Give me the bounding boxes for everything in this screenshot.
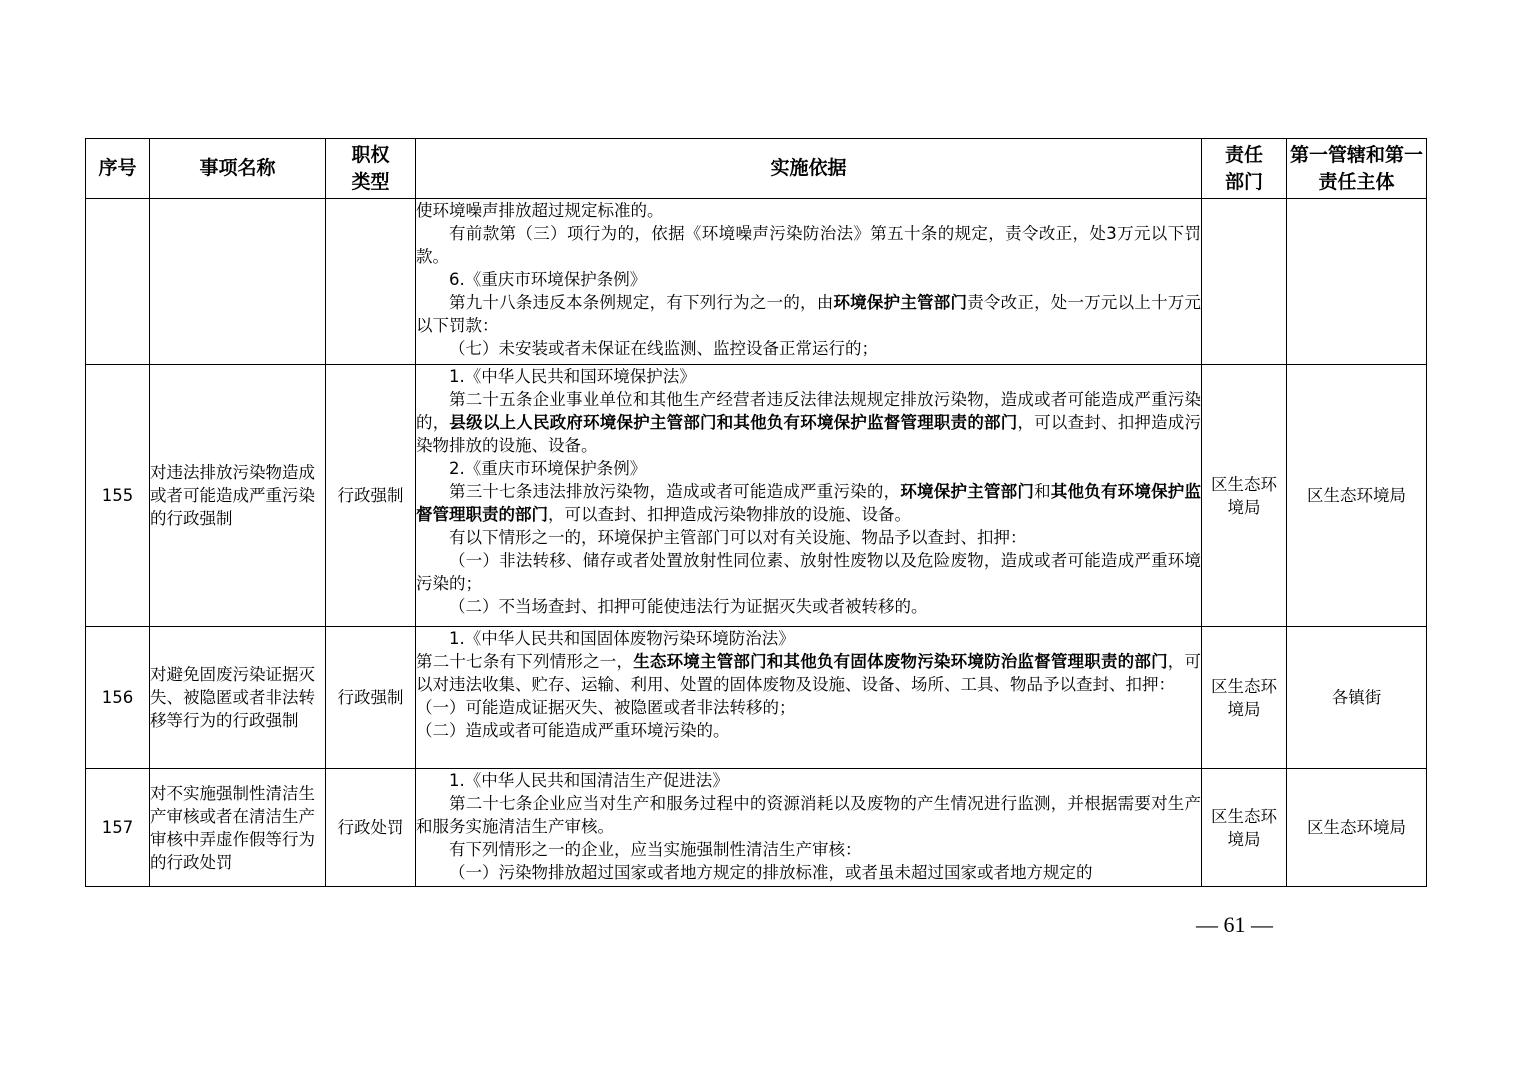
basis-line (416, 365, 1201, 388)
basis-text: 第二十七条有下列情形之一， (416, 652, 634, 671)
implementation-basis (416, 769, 1202, 887)
header-seq: 序号 (86, 139, 150, 199)
basis-line (416, 526, 1201, 549)
first-responsible-body: 各镇街 (1287, 627, 1427, 769)
basis-line (416, 838, 1201, 861)
basis-text: 第二十七条企业应当对生产和服务过程中的资源消耗以及废物的产生情况进行监测，并根据需要对生产和服务实施清洁生产审核。 (416, 794, 1201, 836)
basis-text: 和 (1034, 482, 1051, 501)
responsible-dept: 区生态环境局 (1202, 769, 1287, 887)
item-name: 对不实施强制性清洁生产审核或者在清洁生产审核中弄虚作假等行为的行政处罚 (150, 769, 326, 887)
basis-text: （七）未安装或者未保证在线监测、监控设备正常运行的； (449, 339, 878, 358)
basis-text: （二）造成或者可能造成严重环境污染的。 (416, 721, 730, 740)
table-row (86, 627, 1427, 769)
implementation-basis (416, 365, 1202, 627)
item-name: 对违法排放污染物造成或者可能造成严重污染的行政强制 (150, 365, 326, 627)
basis-text: （一）污染物排放超过国家或者地方规定的排放标准，或者虽未超过国家或者地方规定的 (449, 863, 1093, 882)
basis-line (416, 222, 1201, 268)
row-number (86, 199, 150, 365)
header-dept: 责任部门 (1202, 139, 1287, 199)
basis-text: 第三十七条违法排放污染物，造成或者可能造成严重污染的， (449, 482, 901, 501)
row-number: 157 (86, 769, 150, 887)
basis-text: 6.《重庆市环境保护条例》 (449, 270, 647, 289)
header-first: 第一管辖和第一责任主体 (1287, 139, 1427, 199)
basis-line (416, 861, 1201, 884)
page-number: — 61 — (1196, 912, 1273, 937)
basis-text: 有以下情形之一的，环境保护主管部门可以对有关设施、物品予以查封、扣押： (449, 528, 1027, 547)
basis-line (416, 480, 1201, 526)
basis-line (416, 457, 1201, 480)
basis-text: 责令改正，处一万元以上十万元以下罚款： (416, 293, 1202, 335)
basis-line (416, 549, 1201, 595)
basis-text: 有下列情形之一的企业，应当实施强制性清洁生产审核： (449, 840, 862, 859)
basis-bold-text: 生态环境主管部门和其他负有固体废物污染环境防治监督管理职责的部门 (633, 652, 1168, 671)
implementation-basis (416, 199, 1202, 365)
basis-text: 2.《重庆市环境保护条例》 (449, 459, 647, 478)
table-row (86, 769, 1427, 887)
table-header (86, 139, 1427, 199)
basis-bold-text: 县级以上人民政府环境保护主管部门和其他负有环境保护监督管理职责的部门 (449, 413, 1018, 432)
responsible-dept (1202, 199, 1287, 365)
basis-line (416, 199, 1201, 222)
first-responsible-body (1287, 199, 1427, 365)
header-item: 事项名称 (150, 139, 326, 199)
basis-text: ，可以查封、扣押造成污染物排放的设施、设备。 (548, 505, 911, 524)
basis-text: 使环境噪声排放超过规定标准的。 (416, 201, 664, 220)
basis-text: 1.《中华人民共和国清洁生产促进法》 (449, 771, 729, 790)
basis-line (416, 595, 1201, 618)
basis-line (416, 337, 1201, 360)
responsible-dept: 区生态环境局 (1202, 627, 1287, 769)
authority-type: 行政处罚 (326, 769, 416, 887)
basis-text: 第九十八条违反本条例规定，有下列行为之一的，由 (449, 293, 834, 312)
implementation-basis (416, 627, 1202, 769)
basis-text: 有前款第（三）项行为的，依据《环境噪声污染防治法》第五十条的规定，责令改正，处3万元以下罚款。 (416, 224, 1201, 266)
basis-text: ，可以查封、扣押造成污染物排放的设施、设备。 (416, 413, 1202, 455)
item-name: 对避免固废污染证据灭失、被隐匿或者非法转移等行为的行政强制 (150, 627, 326, 769)
basis-text: （一）非法转移、储存或者处置放射性同位素、放射性废物以及危险废物，造成或者可能造成严重环境污染的； (416, 551, 1201, 593)
basis-line (416, 268, 1201, 291)
first-responsible-body: 区生态环境局 (1287, 365, 1427, 627)
basis-text: （一）可能造成证据灭失、被隐匿或者非法转移的； (416, 698, 796, 717)
basis-bold-text: 环境保护主管部门 (833, 293, 968, 312)
basis-text: （二）不当场查封、扣押可能使违法行为证据灭失或者被转移的。 (449, 597, 928, 616)
table-row (86, 365, 1427, 627)
item-name (150, 199, 326, 365)
basis-text: ，可以对违法收集、贮存、运输、利用、处置的固体废物及设施、设备、场所、工具、物品予以查封、扣押： (416, 652, 1202, 694)
header-type: 职权类型 (326, 139, 416, 199)
basis-line (416, 627, 1201, 650)
authority-table (85, 138, 1427, 887)
first-responsible-body: 区生态环境局 (1287, 769, 1427, 887)
basis-line (416, 291, 1201, 337)
authority-type (326, 199, 416, 365)
row-number: 155 (86, 365, 150, 627)
basis-bold-text: 其他负有环境保护监督管理职责的部门 (416, 482, 1202, 524)
basis-line (416, 792, 1201, 838)
basis-line (416, 719, 1201, 742)
authority-type: 行政强制 (326, 627, 416, 769)
header-basis: 实施依据 (416, 139, 1202, 199)
responsible-dept: 区生态环境局 (1202, 365, 1287, 627)
basis-line (416, 388, 1201, 457)
basis-bold-text: 环境保护主管部门 (900, 482, 1035, 501)
row-number: 156 (86, 627, 150, 769)
basis-line (416, 696, 1201, 719)
basis-text: 1.《中华人民共和国固体废物污染环境防治法》 (449, 629, 795, 648)
authority-type: 行政强制 (326, 365, 416, 627)
basis-text: 第二十五条企业事业单位和其他生产经营者违反法律法规规定排放污染物，造成或者可能造成严重污染的， (416, 390, 1201, 432)
basis-text: 1.《中华人民共和国环境保护法》 (449, 367, 696, 386)
basis-line (416, 650, 1201, 696)
table-row (86, 199, 1427, 365)
basis-line (416, 769, 1201, 792)
